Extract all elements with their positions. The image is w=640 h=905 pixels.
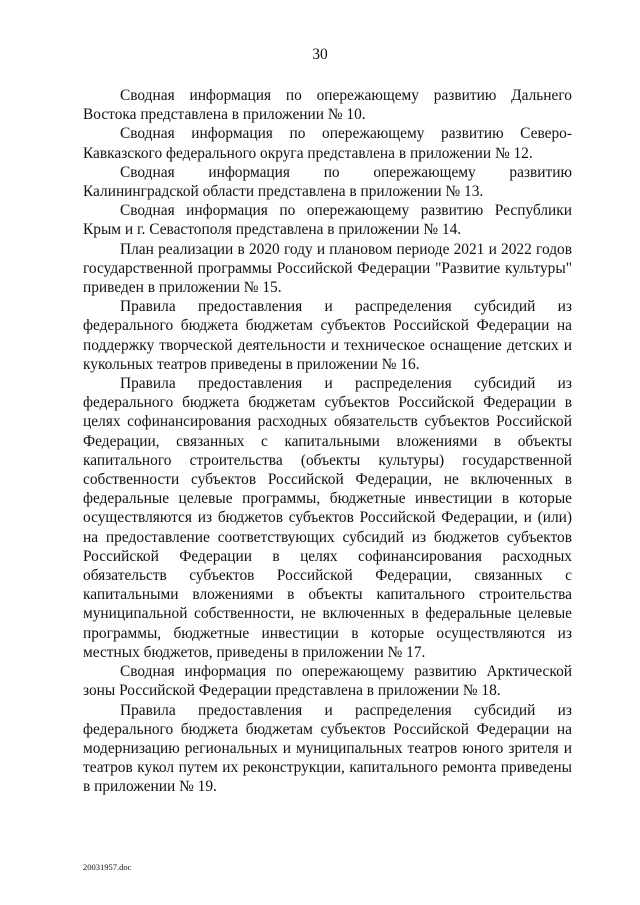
paragraph: Сводная информация по опережающему развитию Дальнего Востока представлена в приложении № 10. [83, 87, 572, 124]
paragraph: Сводная информация по опережающему развитию Арктической зоны Российской Федерации представлена в приложении № 18. [83, 663, 572, 700]
paragraph: Правила предоставления и распределения субсидий из федерального бюджета бюджетам субъектов Российской Федерации на поддержку творческой деятельности и техническое оснащение детских и кукольных театров приведены в приложении № 16. [83, 298, 572, 373]
page-number: 30 [312, 46, 328, 63]
paragraph: Правила предоставления и распределения субсидий из федерального бюджета бюджетам субъектов Российской Федерации в целях софинансирования расходных обязательств субъектов Российской Федерации, связанных с капитальными вложениями в объекты капитального строительства (объекты культуры) государственной собственности субъектов Российской Федерации, не включенных в федеральные целевые программы, бюджетные инвестиции в которые осуществляются из бюджетов субъектов Российской Федерации, и (или) на предоставление соответствующих субсидий из бюджетов субъектов Российской Федерации в целях софинансирования расходных обязательств субъектов Российской Федерации, связанных с капитальными вложениями в объекты капитального строительства муниципальной собственности, не включенных в федеральные целевые программы, бюджетные инвестиции в которые осуществляются из местных бюджетов, приведены в приложении № 17. [83, 375, 572, 661]
paragraph: Сводная информация по опережающему развитию Республики Крым и г. Севастополя представлена в приложении № 14. [83, 202, 572, 239]
footer-filename: 20031957.doc [83, 862, 132, 872]
document-body [83, 86, 572, 797]
paragraph: Сводная информация по опережающему развитию Калининградской области представлена в приложении № 13. [83, 163, 572, 201]
paragraph: Правила предоставления и распределения субсидий из федерального бюджета бюджетам субъектов Российской Федерации на модернизацию региональных и муниципальных театров юного зрителя и театров кукол путем их реконструкции, капитального ремонта приведены в приложении № 19. [83, 701, 572, 796]
paragraph: Сводная информация по опережающему развитию Северо-Кавказского федерального округа представлена в приложении № 12. [83, 125, 572, 162]
paragraph: План реализации в 2020 году и плановом периоде 2021 и 2022 годов государственной программы Российской Федерации "Развитие культуры" приведен в приложении № 15. [83, 240, 572, 297]
